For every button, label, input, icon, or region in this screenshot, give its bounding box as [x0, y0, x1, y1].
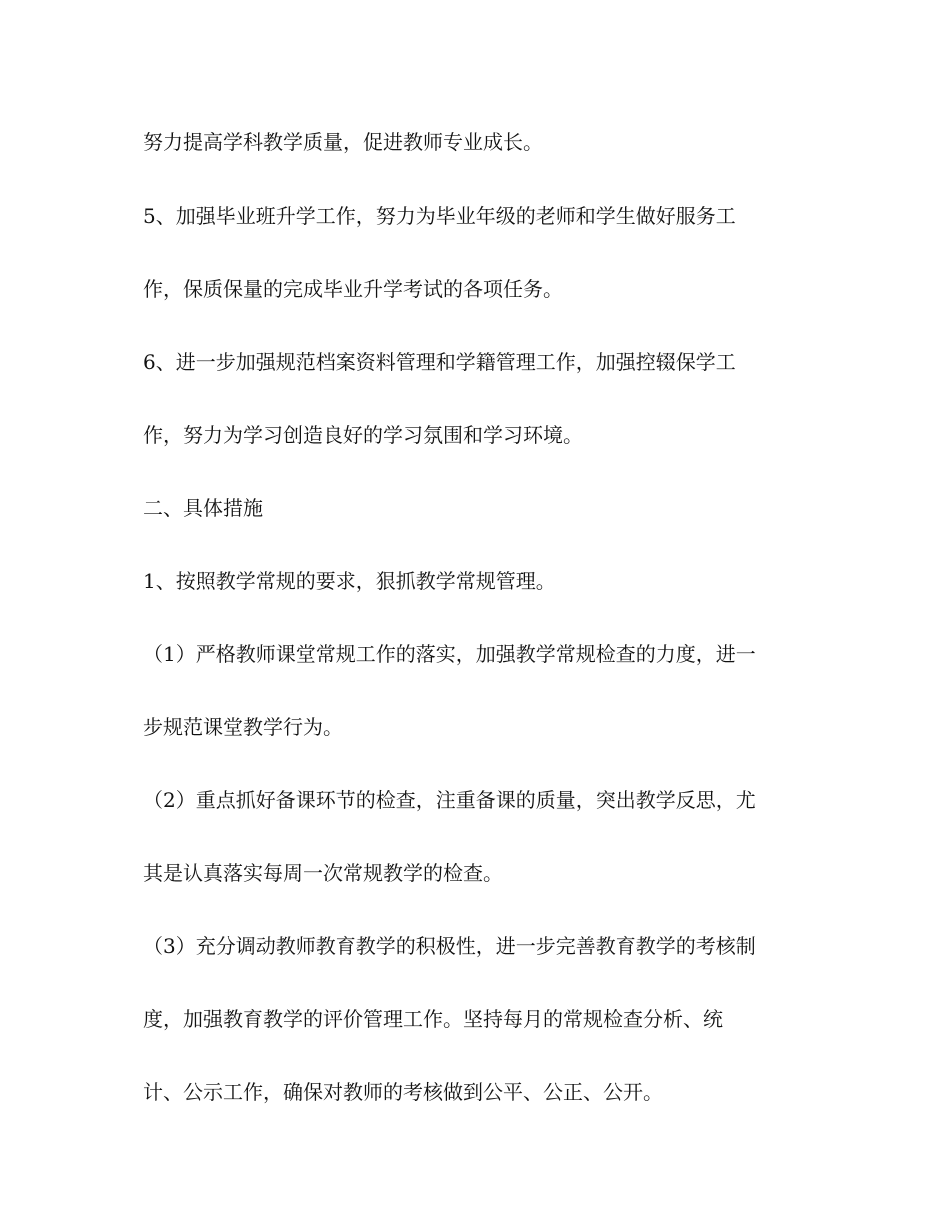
text-line: （3）充分调动教师教育教学的积极性，进一步完善教育教学的考核制 — [143, 934, 756, 958]
text-line: 6、进一步加强规范档案资料管理和学籍管理工作，加强控辍保学工 — [143, 350, 736, 374]
text-line: （1）严格教师课堂常规工作的落实，加强教学常规检查的力度，进一 — [143, 642, 756, 666]
text-line: 步规范课堂教学行为。 — [143, 715, 343, 739]
text-line: 其是认真落实每周一次常规教学的检查。 — [143, 861, 503, 885]
text-line: 5、加强毕业班升学工作，努力为毕业年级的老师和学生做好服务工 — [143, 204, 736, 228]
section-heading: 二、具体措施 — [143, 496, 263, 520]
text-line: 作，保质保量的完成毕业升学考试的各项任务。 — [143, 277, 563, 301]
text-line: 计、公示工作，确保对教师的考核做到公平、公正、公开。 — [143, 1080, 663, 1104]
text-line: 度，加强教育教学的评价管理工作。坚持每月的常规检查分析、统 — [143, 1007, 723, 1031]
text-line: （2）重点抓好备课环节的检查，注重备课的质量，突出教学反思，尤 — [143, 788, 756, 812]
text-line: 努力提高学科教学质量，促进教师专业成长。 — [143, 130, 543, 154]
text-line: 作，努力为学习创造良好的学习氛围和学习环境。 — [143, 423, 583, 447]
text-line: 1、按照教学常规的要求，狠抓教学常规管理。 — [143, 569, 556, 593]
